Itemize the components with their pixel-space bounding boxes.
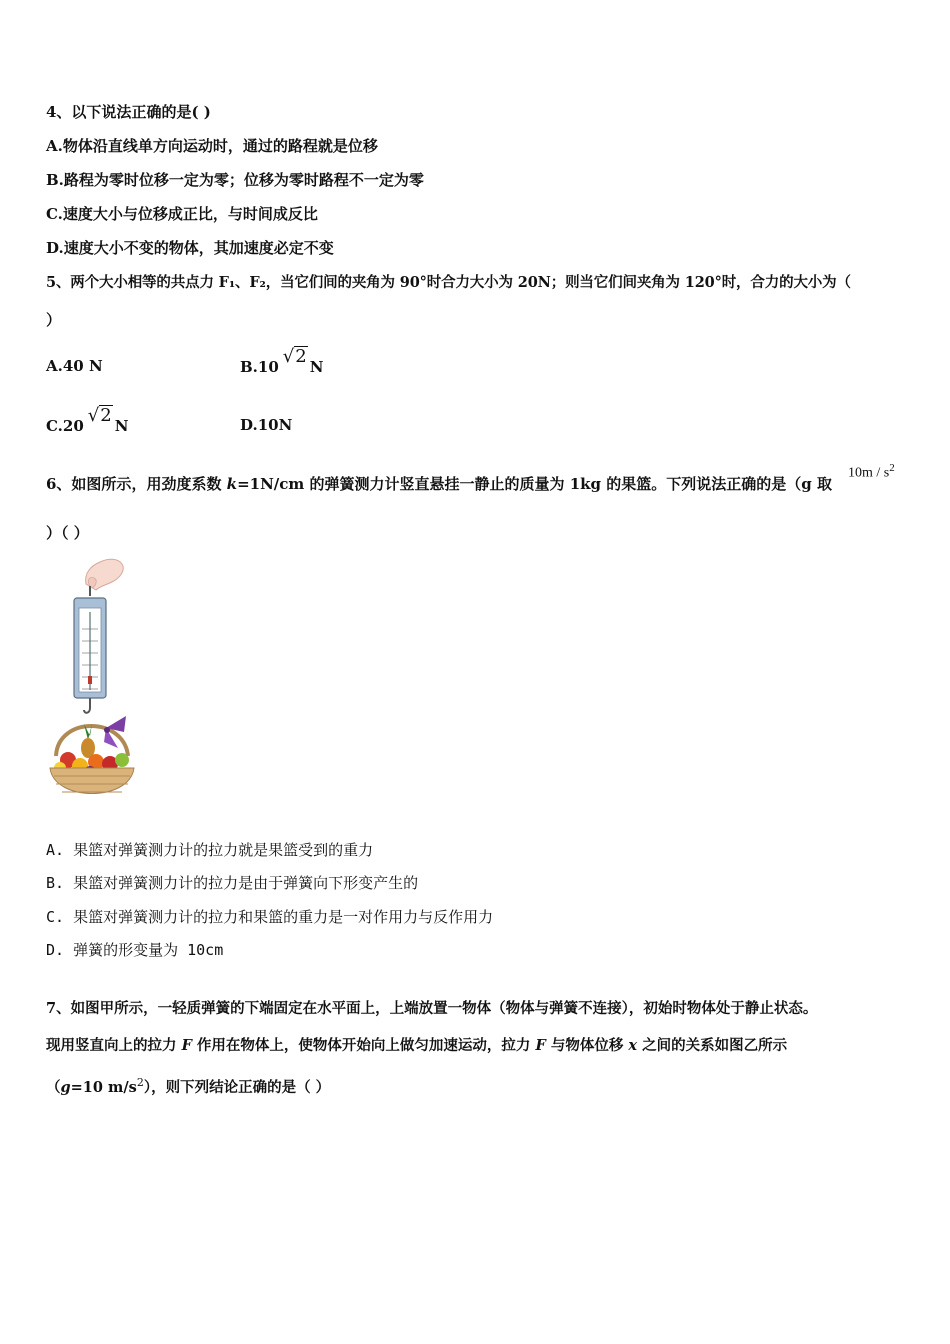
q6-gravity-unit-sup: 2 (889, 462, 895, 474)
q7-line3-part2: =10 m/s (70, 1078, 137, 1096)
q7-var-f1: F (181, 1037, 192, 1054)
q5-option-a: A.40 N (46, 357, 103, 375)
q6-stem-k: k (226, 475, 238, 493)
q5-stem-line2: ） (46, 311, 62, 329)
q4-option-d: D.速度大小不变的物体，其加速度必定不变 (46, 239, 334, 257)
q6-gravity-unit (848, 462, 895, 482)
q6-option-c (46, 907, 493, 927)
q7-line2-part3: 与物体位移 (545, 1037, 629, 1054)
q7-line2-part4: 之间的关系如图乙所示 (637, 1037, 788, 1054)
q5-option-b-suffix: N (309, 358, 324, 376)
q6-option-a-text: A. 果篮对弹簧测力计的拉力就是果篮受到的重力 (46, 841, 374, 859)
q4-option-a: A.物体沿直线单方向运动时，通过的路程就是位移 (46, 137, 378, 155)
q7-var-f2: F (535, 1037, 546, 1054)
q7-line3-part1: （ (46, 1078, 61, 1096)
q7-line2 (46, 1036, 787, 1056)
q7-var-g: g (60, 1078, 71, 1096)
q5-option-b-radicand: 2 (295, 346, 307, 367)
q6-option-a (46, 840, 373, 860)
fruit-basket (50, 724, 134, 794)
sqrt-icon (88, 405, 113, 426)
q5-stem-line1: 5、两个大小相等的共点力 F₁、F₂，当它们间的夹角为 90°时合力大小为 20N；则当它们间夹角为 120°时，合力的大小为（ (46, 274, 851, 291)
q5-option-c-radicand: 2 (100, 405, 112, 426)
hand-icon (86, 559, 124, 590)
q4-option-c: C.速度大小与位移成正比，与时间成反比 (46, 205, 318, 223)
sqrt-symbol: √ (282, 346, 295, 367)
q5-option-c (46, 405, 129, 436)
q5-option-b (240, 346, 324, 377)
q6-option-b (46, 873, 418, 893)
sqrt-icon (283, 346, 308, 367)
q4-stem: 4、以下说法正确的是( ) (46, 103, 211, 121)
q6-option-d-text: D. 弹簧的形变量为 10cm (46, 941, 224, 959)
q7-line3-sup: 2 (136, 1076, 144, 1089)
q7-line2-part2: 作用在物体上，使物体开始向上做匀加速运动，拉力 (191, 1037, 536, 1054)
q5-option-c-suffix: N (114, 417, 129, 435)
q6-option-c-text: C. 果篮对弹簧测力计的拉力和果篮的重力是一对作用力与反作用力 (46, 908, 494, 926)
q5-option-d: D.10N (240, 416, 293, 434)
q6-stem-part1: 6、如图所示，用劲度系数 (46, 475, 227, 493)
q5-option-b-prefix: B.10 (240, 358, 279, 376)
q5-option-c-prefix: C.20 (46, 417, 84, 435)
q7-var-x: x (628, 1037, 638, 1054)
q7-line2-part1: 现用竖直向上的拉力 (46, 1037, 182, 1054)
q7-line3-part3: ），则下列结论正确的是（ ） (143, 1078, 331, 1096)
q4-option-b: B.路程为零时位移一定为零；位移为零时路程不一定为零 (46, 171, 424, 189)
q7-line3 (46, 1073, 330, 1098)
q6-option-d (46, 940, 223, 960)
q6-stem-line1 (46, 474, 832, 494)
q6-stem-line2: ）（ ） (46, 524, 89, 542)
scale-body (74, 598, 106, 698)
sqrt-symbol: √ (87, 405, 100, 426)
q6-option-b-text: B. 果篮对弹簧测力计的拉力是由于弹簧向下形变产生的 (46, 874, 419, 892)
q6-gravity-unit-text: 10m / s (848, 465, 890, 481)
spring-scale-figure (46, 556, 138, 802)
q6-stem-part2: =1N/cm 的弹簧测力计竖直悬挂一静止的质量为 1kg 的果篮。下列说法正确的是（g 取 (237, 475, 832, 493)
q7-line1: 7、如图甲所示，一轻质弹簧的下端固定在水平面上，上端放置一物体（物体与弹簧不连接），初始时物体处于静止状态。 (46, 1000, 818, 1017)
